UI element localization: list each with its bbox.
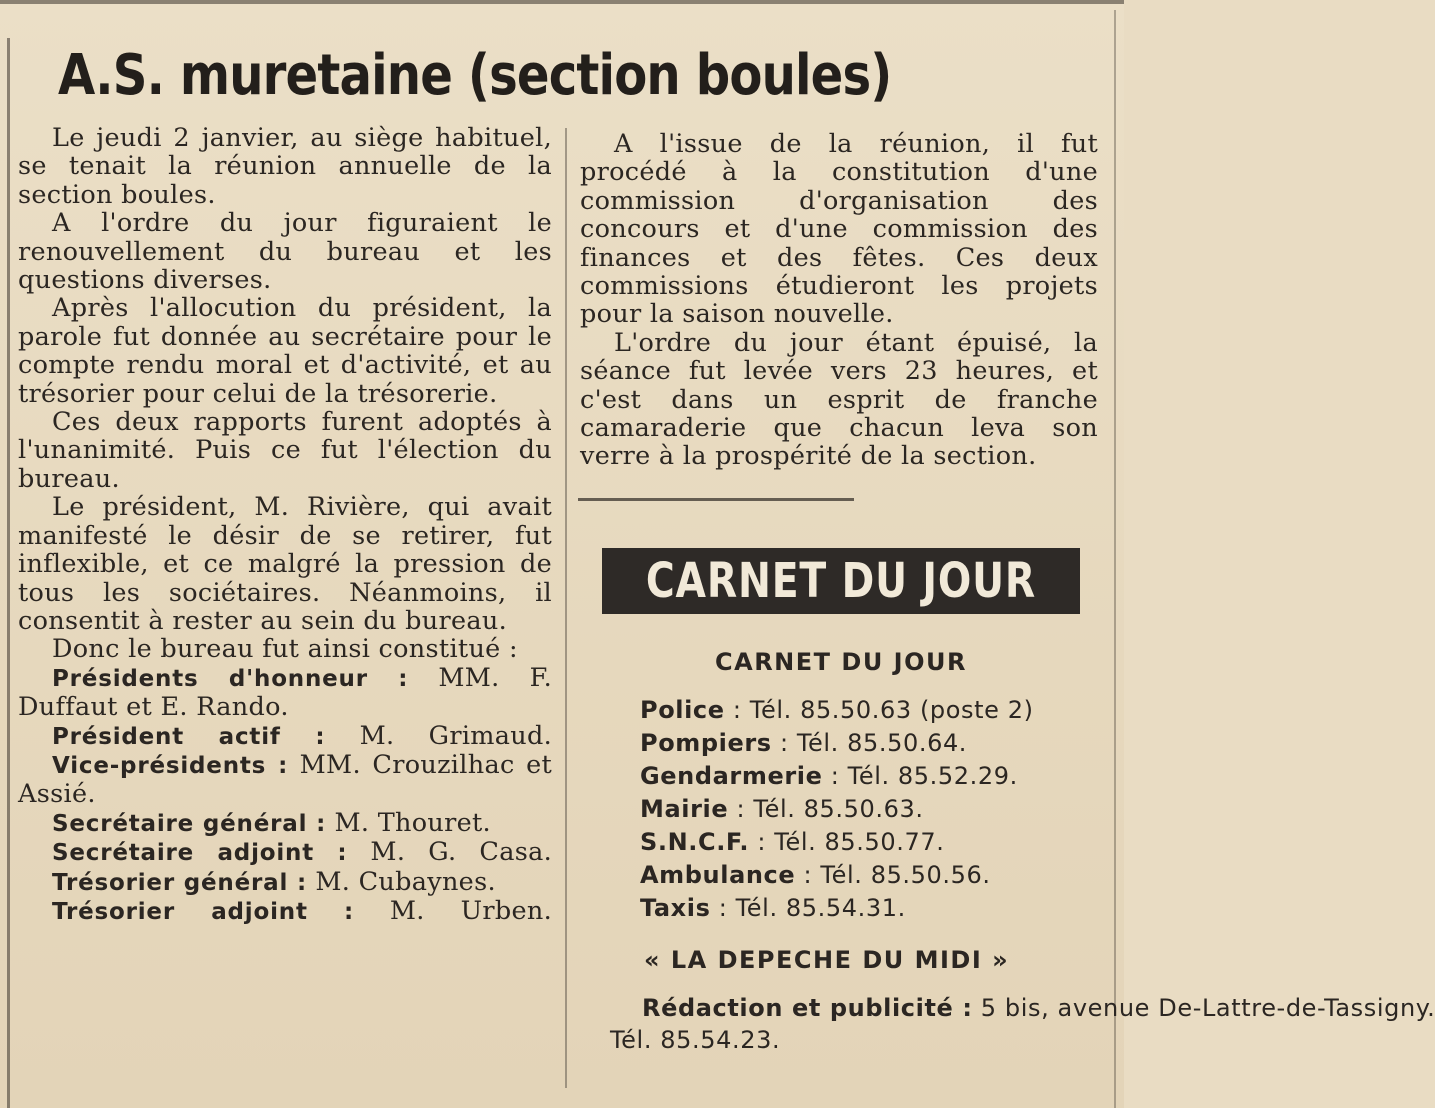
- bureau-entry: [18, 809, 552, 838]
- redaction-label: Rédaction et publicité :: [642, 994, 973, 1022]
- carnet-list: [640, 694, 1110, 925]
- article-paragraph: A l'ordre du jour figuraient le renouvellement du bureau et les questions diverses.: [18, 208, 552, 296]
- article-paragraph: Après l'allocution du président, la parole fut donnée au secrétaire pour le compte rendu moral et d'activité, et au trésorier pour celui de la trésorerie.: [18, 293, 552, 409]
- top-rule: [0, 0, 1124, 4]
- article-right-column: [580, 130, 1098, 471]
- carnet-entry: [640, 760, 1110, 793]
- bureau-role: Secrétaire adjoint :: [52, 840, 348, 867]
- right-rule: [1114, 10, 1116, 1108]
- bureau-role: Trésorier général :: [52, 869, 307, 896]
- bureau-role: Président actif :: [52, 723, 326, 750]
- carnet-value: Tél. 85.50.63.: [753, 795, 924, 823]
- carnet-banner: [602, 548, 1080, 614]
- carnet-label: Police: [640, 696, 725, 724]
- carnet-value: Tél. 85.50.77.: [774, 828, 945, 856]
- redaction-line: [610, 992, 1435, 1024]
- carnet-entry: [640, 859, 1110, 892]
- redaction-block: [610, 992, 1435, 1056]
- article-paragraph: Ces deux rapports furent adoptés à l'unanimité. Puis ce fut l'élection du bureau.: [18, 407, 552, 494]
- carnet-value: Tél. 85.52.29.: [847, 762, 1018, 790]
- carnet-separator: :: [736, 795, 746, 823]
- carnet-banner-text: CARNET DU JOUR: [645, 553, 1037, 609]
- carnet-entry: [640, 826, 1110, 859]
- bureau-entry: [18, 897, 552, 926]
- carnet-label: S.N.C.F.: [640, 828, 750, 856]
- carnet-separator: :: [779, 729, 789, 757]
- article-paragraph: Le jeudi 2 janvier, au siège habituel, se tenait la réunion annuelle de la section boules.: [18, 123, 552, 210]
- article-paragraph: Le président, M. Rivière, qui avait manifesté le désir de se retirer, fut inflexible, et ce malgré la pression de tous les sociétaires. Néanmoins, il consentit à rester au sein du bureau.: [18, 492, 552, 636]
- bureau-names: M. Cubaynes.: [315, 866, 496, 897]
- carnet-entry: [640, 727, 1110, 760]
- article-continuation: A l'issue de la réunion, il fut procédé à la constitution d'une commission d'organisation des concours et d'une commission des finances et des fêtes. Ces deux commissions étudieront les projets pour la saison nouvelle.: [580, 129, 1098, 330]
- bureau-role: Trésorier adjoint :: [52, 898, 355, 925]
- carnet-value: Tél. 85.50.56.: [820, 861, 991, 889]
- carnet-value: Tél. 85.50.63 (poste 2): [749, 696, 1034, 724]
- section-rule: [578, 498, 854, 501]
- carnet-entry: [640, 694, 1110, 727]
- article-left-column: [18, 124, 552, 926]
- bureau-role: Secrétaire général :: [52, 810, 327, 837]
- newspaper-name: « LA DEPECHE DU MIDI »: [644, 946, 1010, 974]
- redaction-address: 5 bis, avenue De-Lattre-de-Tassigny.: [980, 994, 1435, 1022]
- carnet-separator: :: [732, 696, 742, 724]
- bureau-names: M. Grimaud.: [359, 720, 553, 751]
- bureau-names: MM. F. Duffaut et E. Rando.: [18, 662, 553, 723]
- carnet-entry: [640, 892, 1110, 925]
- carnet-label: Gendarmerie: [640, 762, 823, 790]
- bureau-names: M. G. Casa.: [370, 837, 552, 868]
- carnet-value: Tél. 85.50.64.: [796, 729, 968, 757]
- bureau-entry: [18, 722, 552, 751]
- carnet-label: Ambulance: [640, 861, 796, 889]
- bureau-entry: [18, 751, 552, 809]
- bureau-names: MM. Crouzilhac et Assié.: [18, 749, 553, 810]
- article-paragraph: Donc le bureau fut ainsi constitué :: [52, 634, 518, 665]
- redaction-phone: Tél. 85.54.23.: [610, 1026, 781, 1054]
- column-divider: [565, 128, 567, 1088]
- bureau-entry: [18, 868, 552, 897]
- bureau-names: M. Urben.: [389, 895, 552, 926]
- carnet-title: CARNET DU JOUR: [715, 648, 967, 676]
- carnet-value: Tél. 85.54.31.: [735, 894, 906, 922]
- bureau-entry: [18, 838, 552, 867]
- carnet-separator: :: [803, 861, 813, 889]
- bureau-role: Présidents d'honneur :: [52, 665, 409, 692]
- article-closing: L'ordre du jour étant épuisé, la séance fut levée vers 23 heures, et c'est dans un esprit de franche camaraderie que chacun leva son verre à la prospérité de la section.: [580, 327, 1098, 472]
- carnet-label: Pompiers: [640, 729, 772, 757]
- bureau-names: M. Thouret.: [334, 807, 491, 838]
- left-rule: [7, 38, 10, 1108]
- carnet-separator: :: [830, 762, 840, 790]
- carnet-label: Taxis: [640, 894, 711, 922]
- carnet-separator: :: [757, 828, 767, 856]
- bureau-role: Vice-présidents :: [52, 752, 289, 779]
- carnet-entry: [640, 793, 1110, 826]
- carnet-separator: :: [718, 894, 728, 922]
- carnet-label: Mairie: [640, 795, 729, 823]
- bureau-entry: [18, 664, 552, 722]
- headline: A.S. muretaine (section boules): [58, 43, 892, 108]
